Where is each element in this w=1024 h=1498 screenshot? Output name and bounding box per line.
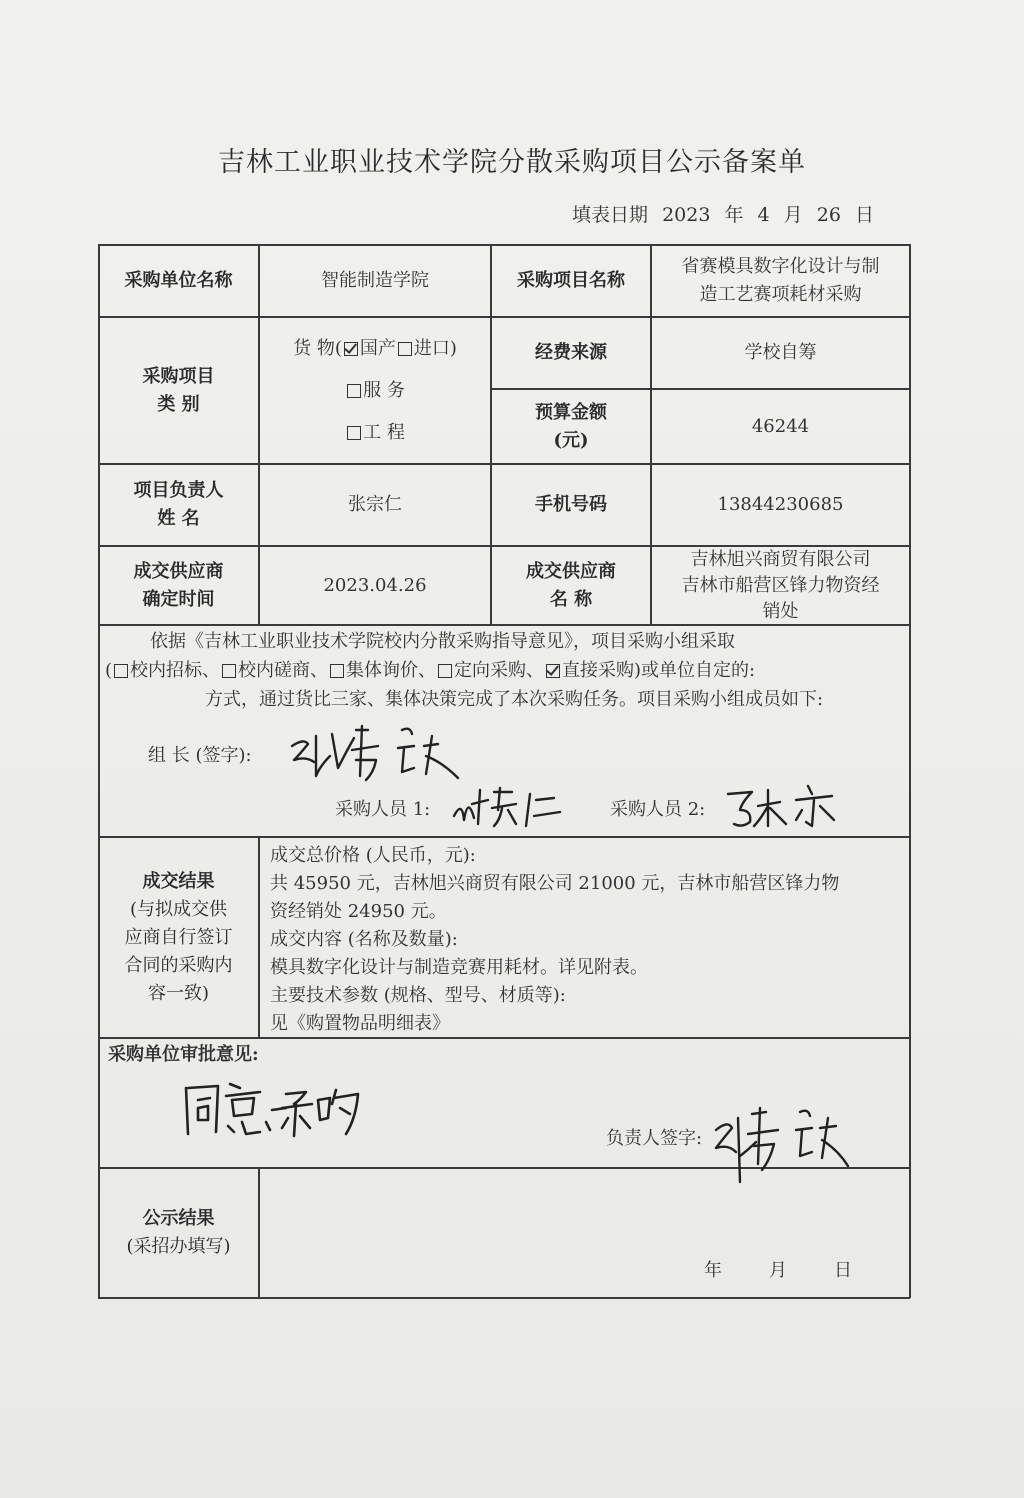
result-line6: 主要技术参数 (规格、型号、材质等): — [270, 985, 566, 1006]
table-border-right — [909, 244, 911, 1298]
result-line4: 成交内容 (名称及数量): — [270, 929, 458, 950]
basis-line1: 依据《吉林工业职业技术学院校内分散采购指导意见》，项目采购小组采取 — [150, 631, 735, 652]
leader-label-line2: 姓 名 — [157, 508, 200, 529]
supplier-name-line2: 吉林市船营区锋力物资经 — [681, 574, 880, 596]
announce-year-label: 年 — [704, 1260, 722, 1281]
direct-purchase-label: 直接采购) — [562, 660, 642, 681]
budget-value — [652, 390, 909, 463]
document-title: 吉林工业职业技术学院分散采购项目公示备案单 — [218, 147, 806, 178]
budget-label-line2: (元) — [553, 429, 589, 451]
fund-source-value-text: 学校自筹 — [744, 342, 817, 363]
result-line7: 见《购置物品明细表》 — [270, 1013, 450, 1034]
imported-label: 进口) — [413, 337, 457, 359]
fill-date-day: 26 — [816, 204, 841, 226]
fund-source-label-text: 经费来源 — [535, 342, 607, 363]
directed-purchase-checkbox[interactable] — [438, 664, 452, 678]
fill-date-year: 2023 — [662, 204, 711, 226]
approval-handwritten-opinion — [178, 1074, 378, 1146]
member2-label: 采购人员 2: — [610, 799, 706, 820]
supplier-name-line1: 吉林旭兴商贸有限公司 — [690, 548, 871, 570]
fund-source-value — [652, 318, 909, 388]
announce-month-label: 月 — [769, 1260, 787, 1281]
supplier-name-label — [492, 547, 650, 624]
result-line5: 模具数字化设计与制造竞赛用耗材。详见附表。 — [270, 957, 648, 978]
basis-line2 — [105, 656, 755, 682]
fill-date-day-unit: 日 — [854, 204, 874, 226]
phone-value — [652, 465, 909, 545]
announce-day-label: 日 — [834, 1260, 852, 1281]
supplier-time-label-line2: 确定时间 — [142, 588, 215, 610]
signer-label: 负责人签字: — [606, 1128, 703, 1149]
goods-label: 货 物( — [293, 337, 342, 359]
unit-name-value-text: 智能制造学院 — [321, 269, 429, 291]
rule — [258, 1167, 260, 1297]
result-label-line5: 容一致) — [147, 982, 210, 1004]
member1-signature — [450, 780, 570, 832]
direct-purchase-checkbox[interactable] — [546, 664, 560, 678]
fill-date-year-unit: 年 — [724, 204, 744, 226]
leader-label-line1: 项目负责人 — [133, 480, 224, 501]
supplier-time-label — [99, 547, 258, 624]
result-line1: 成交总价格 (人民币，元): — [270, 845, 476, 866]
announce-label-line1: 公示结果 — [142, 1208, 215, 1229]
unit-name-value — [260, 245, 490, 316]
domestic-label: 国产 — [359, 337, 396, 359]
imported-checkbox[interactable] — [398, 342, 412, 356]
table-border-bottom — [98, 1297, 910, 1299]
group-inquiry-checkbox[interactable] — [330, 664, 344, 678]
announce-label — [99, 1169, 258, 1297]
announce-label-line2: (采招办填写) — [126, 1236, 231, 1257]
campus-bidding-checkbox[interactable] — [114, 664, 128, 678]
category-label-line2: 类 别 — [157, 393, 200, 415]
supplier-time-label-line1: 成交供应商 — [133, 560, 224, 582]
engineering-option — [345, 412, 405, 454]
fund-source-label — [492, 318, 650, 388]
result-line2: 共 45950 元，吉林旭兴商贸有限公司 21000 元，吉林市船营区锋力物 — [270, 873, 840, 894]
category-label — [99, 318, 258, 463]
engineering-label: 工 程 — [363, 421, 405, 443]
group-inquiry-label: 集体询价、 — [346, 660, 437, 681]
basis-line3: 方式，通过货比三家、集体决策完成了本次采购任务。项目采购小组成员如下: — [205, 689, 824, 710]
supplier-time-value — [260, 547, 490, 624]
project-name-value — [652, 245, 909, 316]
unit-name-label — [99, 245, 258, 316]
directed-purchase-label: 定向采购、 — [454, 660, 545, 681]
project-name-line2: 造工艺赛项耗材采购 — [699, 283, 862, 305]
budget-label-line1: 预算金额 — [535, 401, 607, 423]
member2-signature — [722, 780, 852, 834]
result-label-line4: 合同的采购内 — [124, 954, 233, 976]
supplier-name-line3: 销处 — [762, 600, 799, 622]
signer-signature — [708, 1100, 858, 1186]
category-options — [260, 318, 490, 463]
basis-paren: ( — [105, 660, 113, 681]
group-leader-sign-label: 组 长 (签字): — [148, 745, 252, 766]
goods-option — [293, 328, 457, 370]
budget-value-text: 46244 — [751, 415, 810, 437]
member1-label: 采购人员 1: — [335, 799, 431, 820]
leader-label — [99, 465, 258, 545]
basis-line2-tail: 或单位自定的: — [641, 660, 756, 681]
supplier-name-label-line1: 成交供应商 — [526, 560, 616, 582]
service-option — [345, 370, 405, 412]
group-leader-signature — [286, 716, 476, 788]
budget-label — [492, 390, 650, 463]
unit-name-label-text: 采购单位名称 — [124, 269, 233, 291]
service-checkbox[interactable] — [347, 384, 361, 398]
project-name-label-text: 采购项目名称 — [517, 269, 625, 291]
supplier-name-value — [652, 547, 909, 624]
fill-date-label: 填表日期 — [572, 204, 649, 226]
project-name-label — [492, 245, 650, 316]
supplier-name-label-line2: 名 称 — [549, 588, 593, 610]
project-name-line1: 省赛模具数字化设计与制 — [681, 255, 880, 277]
result-content — [270, 842, 839, 1038]
domestic-checkbox[interactable] — [344, 342, 358, 356]
result-label-line1: 成交结果 — [142, 870, 215, 892]
approval-label: 采购单位审批意见: — [108, 1044, 259, 1065]
result-line3: 资经销处 24950 元。 — [270, 901, 447, 922]
phone-label-text: 手机号码 — [535, 494, 607, 515]
phone-label — [492, 465, 650, 545]
leader-value-text: 张宗仁 — [348, 494, 402, 515]
category-label-line1: 采购项目 — [142, 365, 215, 387]
result-label — [99, 838, 258, 1037]
result-label-line3: 应商自行签订 — [124, 926, 233, 948]
campus-negotiation-label: 校内磋商、 — [238, 660, 329, 681]
engineering-checkbox[interactable] — [347, 426, 361, 440]
service-label: 服 务 — [363, 379, 405, 401]
fill-date-month-unit: 月 — [783, 204, 803, 226]
campus-bidding-label: 校内招标、 — [130, 660, 221, 681]
supplier-time-value-text: 2023.04.26 — [323, 574, 427, 596]
phone-value-text: 13844230685 — [717, 494, 844, 515]
campus-negotiation-checkbox[interactable] — [222, 664, 236, 678]
result-label-line2: (与拟成交供 — [129, 898, 228, 920]
rule — [258, 836, 260, 1037]
leader-value — [260, 465, 490, 545]
fill-date-month: 4 — [757, 204, 770, 226]
